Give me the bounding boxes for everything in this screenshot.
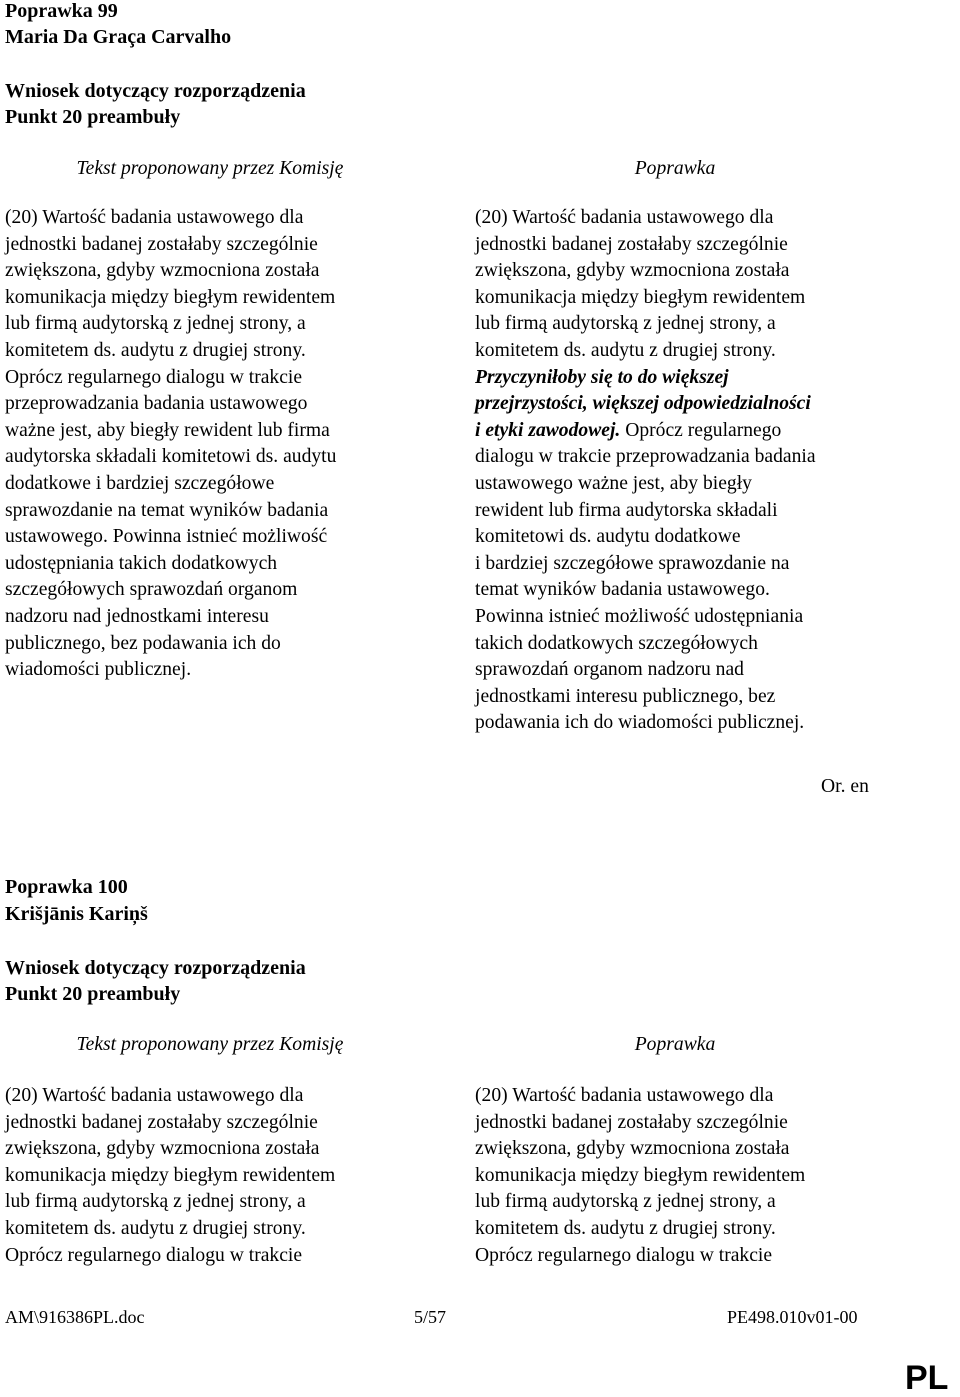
amendment-text-line: Oprócz regularnego dialogu w trakcie xyxy=(475,1244,773,1266)
amendment-text-line: i etyki zawodowej. Oprócz regularnego xyxy=(475,419,782,441)
amendment-text-line: lub firmą audytorską z jednej strony, a xyxy=(475,313,776,335)
amendment-text-line: lub firmą audytorską z jednej strony, a xyxy=(475,1191,776,1213)
amendment-99-point: Punkt 20 preambuły xyxy=(5,106,181,128)
footer-pe-ref: PE498.010v01-00 xyxy=(727,1307,858,1327)
amendment-text-line: zwiększona, gdyby wzmocniona została xyxy=(475,1138,790,1160)
commission-text-line: przeprowadzania badania ustawowego xyxy=(5,393,308,415)
commission-text-line: (20) Wartość badania ustawowego dla xyxy=(5,207,304,228)
amendment-text-line: komunikacja między biegłym rewidentem xyxy=(475,1164,806,1186)
amendment-100-amendment-text xyxy=(475,1083,915,1269)
inserted-text: Przyczyniłoby się to do większej xyxy=(475,366,729,388)
commission-text-line: nadzoru nad jednostkami interesu xyxy=(5,605,269,627)
amendment-text-line: komitetem ds. audytu z drugiej strony. xyxy=(475,339,776,361)
commission-text-line: sprawozdanie na temat wyników badania xyxy=(5,499,329,521)
amendment-text-line: jednostkami interesu publicznego, bez xyxy=(475,685,776,707)
amendment-text-line xyxy=(475,391,915,418)
commission-text-line: lub firmą audytorską z jednej strony, a xyxy=(5,1191,306,1213)
amendment-text-line: dialogu w trakcie przeprowadzania badania xyxy=(475,446,816,468)
commission-text-line: Oprócz regularnego dialogu w trakcie xyxy=(5,1244,303,1266)
commission-text-line: publicznego, bez podawania ich do xyxy=(5,632,281,654)
amendment-text-line: ustawowego ważne jest, aby biegły xyxy=(475,472,752,494)
amendment-99-amendment-text xyxy=(475,205,915,737)
commission-text-line: zwiększona, gdyby wzmocniona została xyxy=(5,260,320,282)
commission-text-line: komunikacja między biegłym rewidentem xyxy=(5,1164,336,1186)
original-language: Or. en xyxy=(821,776,869,797)
amendment-100-commission-text xyxy=(5,1083,430,1269)
amendment-text-line: i bardziej szczegółowe sprawozdanie na xyxy=(475,552,790,574)
amendment-text-line: komitetowi ds. audytu dodatkowe xyxy=(475,526,741,548)
amendment-100-point: Punkt 20 preambuły xyxy=(5,983,181,1005)
amendment-100-left-heading: Tekst proponowany przez Komisję xyxy=(76,1034,344,1055)
amendment-100-proposal: Wniosek dotyczący rozporządzenia xyxy=(5,957,306,979)
amendment-text-line: jednostki badanej zostałaby szczególnie xyxy=(475,233,788,255)
amendment-100-right-heading: Poprawka xyxy=(634,1034,716,1055)
commission-text-line: jednostki badanej zostałaby szczególnie xyxy=(5,233,318,255)
commission-text-line: audytorska składali komitetowi ds. audytu xyxy=(5,446,337,468)
footer-page-number: 5/57 xyxy=(414,1307,447,1327)
commission-text-line: dodatkowe i bardziej szczegółowe xyxy=(5,472,275,494)
inserted-text: przejrzystości, większej odpowiedzialności xyxy=(475,393,811,415)
amendment-text-line: jednostki badanej zostałaby szczególnie xyxy=(475,1111,788,1133)
commission-text-line: wiadomości publicznej. xyxy=(5,659,192,681)
amendment-text-line: (20) Wartość badania ustawowego dla xyxy=(475,1085,774,1106)
commission-text-line: ustawowego. Powinna istnieć możliwość xyxy=(5,526,328,548)
amendment-text-line: takich dodatkowych szczegółowych xyxy=(475,632,758,654)
amendment-text-line: (20) Wartość badania ustawowego dla xyxy=(475,207,774,228)
amendment-99-left-heading: Tekst proponowany przez Komisję xyxy=(76,158,344,179)
commission-text-line: ważne jest, aby biegły rewident lub firma xyxy=(5,419,330,441)
amendment-text-line xyxy=(475,365,915,392)
amendment-99-number: Poprawka 99 xyxy=(5,0,118,22)
amendment-text-line: rewident lub firma audytorska składali xyxy=(475,499,778,521)
commission-text-line: jednostki badanej zostałaby szczególnie xyxy=(5,1111,318,1133)
commission-text-line: komitetem ds. audytu z drugiej strony. xyxy=(5,339,306,361)
inserted-text: i etyki zawodowej. xyxy=(475,419,621,441)
amendment-100-author: Krišjānis Kariņš xyxy=(5,903,148,925)
amendment-99-commission-text xyxy=(5,205,430,684)
commission-text-line: zwiększona, gdyby wzmocniona została xyxy=(5,1138,320,1160)
footer-doc-ref: AM\916386PL.doc xyxy=(5,1307,145,1327)
commission-text-line: komunikacja między biegłym rewidentem xyxy=(5,286,336,308)
amendment-text-line: temat wyników badania ustawowego. xyxy=(475,579,770,601)
amendment-100-number: Poprawka 100 xyxy=(5,876,128,898)
amendment-text-line: zwiększona, gdyby wzmocniona została xyxy=(475,260,790,282)
amendment-text-line: komunikacja między biegłym rewidentem xyxy=(475,286,806,308)
amendment-text-line: sprawozdań organom nadzoru nad xyxy=(475,659,744,681)
amendment-text-line: komitetem ds. audytu z drugiej strony. xyxy=(475,1217,776,1239)
amendment-text-line: Powinna istnieć możliwość udostępniania xyxy=(475,605,804,627)
amendment-99-author: Maria Da Graça Carvalho xyxy=(5,26,232,48)
footer-language-code: PL xyxy=(905,1359,949,1397)
commission-text-line: szczegółowych sprawozdań organom xyxy=(5,579,298,601)
amendment-99-right-heading: Poprawka xyxy=(634,158,716,179)
amendment-99-proposal: Wniosek dotyczący rozporządzenia xyxy=(5,80,306,102)
commission-text-line: Oprócz regularnego dialogu w trakcie xyxy=(5,366,303,388)
commission-text-line: (20) Wartość badania ustawowego dla xyxy=(5,1085,304,1106)
amendment-text-line: podawania ich do wiadomości publicznej. xyxy=(475,712,805,734)
commission-text-line: komitetem ds. audytu z drugiej strony. xyxy=(5,1217,306,1239)
commission-text-line: lub firmą audytorską z jednej strony, a xyxy=(5,313,306,335)
commission-text-line: udostępniania takich dodatkowych xyxy=(5,552,278,574)
